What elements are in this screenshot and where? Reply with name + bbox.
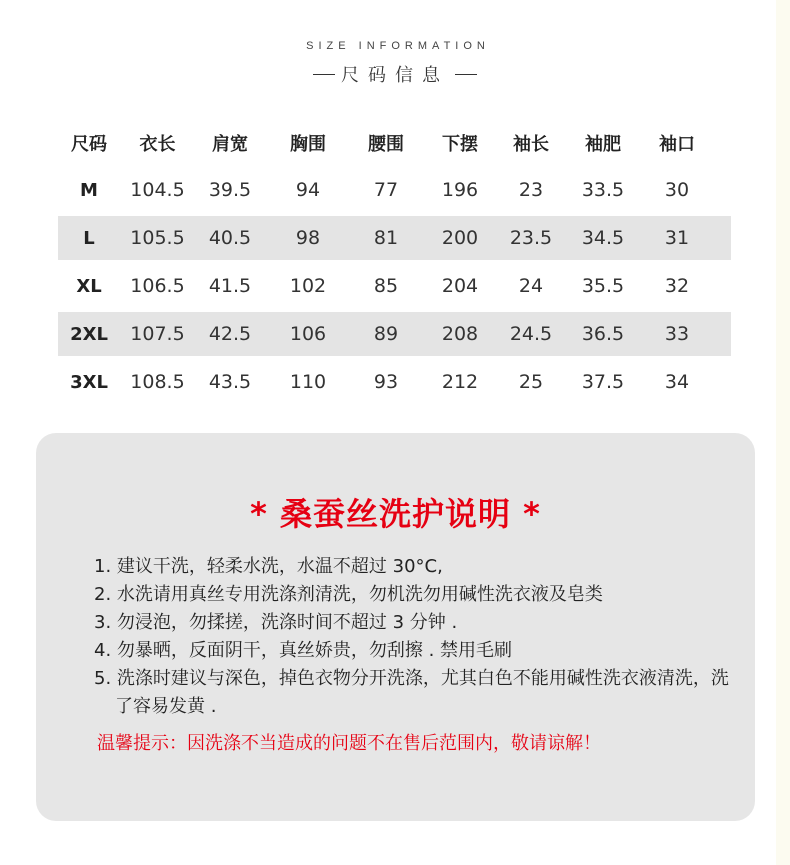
table-row	[58, 168, 731, 212]
table-cell: 98	[295, 227, 321, 249]
column-header: 胸围	[290, 134, 326, 155]
table-cell: 200	[441, 227, 479, 249]
table-cell: 104.5	[130, 179, 185, 201]
table-cell: 108.5	[130, 371, 185, 393]
table-cell: 23	[518, 179, 544, 201]
table-cell: 81	[373, 227, 399, 249]
column-header: 衣长	[139, 134, 176, 155]
care-item: 2. 水洗请用真丝专用洗涤剂清洗，勿机洗勿用碱性洗衣液及皂类	[94, 584, 603, 605]
table-cell: 40.5	[208, 227, 252, 249]
care-item: 4. 勿暴晒，反面阴干，真丝娇贵，勿刮擦 . 禁用毛刷	[94, 640, 513, 661]
table-cell: 37.5	[581, 371, 625, 393]
size-table	[58, 122, 731, 404]
table-cell: 33	[664, 323, 690, 345]
size-label: M	[80, 179, 98, 201]
table-cell: 196	[441, 179, 479, 201]
table-cell: 35.5	[581, 275, 625, 297]
care-warning-note: 温馨提示：因洗涤不当造成的问题不在售后范围内，敬请谅解！	[97, 733, 601, 754]
care-item: 5. 洗涤时建议与深色，掉色衣物分开洗涤，尤其白色不能用碱性洗衣液清洗，洗了容易发黄 .	[94, 668, 729, 717]
care-title: * 桑蚕丝洗护说明 *	[250, 495, 541, 533]
table-cell: 77	[373, 179, 399, 201]
size-label: XL	[76, 275, 102, 297]
table-cell: 43.5	[208, 371, 252, 393]
table-cell: 204	[441, 275, 479, 297]
table-cell: 36.5	[581, 323, 625, 345]
table-row	[58, 360, 731, 404]
column-header: 肩宽	[212, 134, 248, 155]
table-cell: 89	[373, 323, 399, 345]
table-row	[58, 216, 731, 260]
column-header: 袖肥	[585, 134, 621, 155]
size-label: 3XL	[70, 371, 108, 393]
care-list	[94, 553, 734, 721]
table-cell: 34	[664, 371, 690, 393]
header-subtitle: SIZE INFORMATION	[306, 40, 490, 52]
table-cell: 208	[441, 323, 479, 345]
table-row	[58, 264, 731, 308]
table-cell: 107.5	[130, 323, 185, 345]
table-cell: 32	[664, 275, 690, 297]
table-cell: 94	[295, 179, 321, 201]
table-row	[58, 312, 731, 356]
table-cell: 24	[518, 275, 544, 297]
right-edge-strip	[776, 0, 790, 865]
care-item: 1. 建议干洗，轻柔水洗，水温不超过 30°C,	[94, 556, 443, 577]
table-cell: 93	[373, 371, 399, 393]
column-header: 下摆	[442, 134, 478, 155]
table-cell: 31	[664, 227, 690, 249]
table-cell: 33.5	[581, 179, 625, 201]
header-title-row	[0, 61, 790, 87]
care-item: 3. 勿浸泡，勿揉搓，洗涤时间不超过 3 分钟 .	[94, 612, 458, 633]
table-cell: 85	[373, 275, 399, 297]
size-label: 2XL	[70, 323, 108, 345]
column-header: 袖口	[659, 134, 695, 155]
table-cell: 110	[289, 371, 327, 393]
title-dash-right	[455, 74, 477, 75]
column-header: 尺码	[71, 134, 107, 155]
size-label: L	[83, 227, 95, 249]
table-cell: 42.5	[208, 323, 252, 345]
table-cell: 23.5	[509, 227, 553, 249]
care-instructions-panel	[36, 433, 755, 821]
table-cell: 102	[289, 275, 327, 297]
table-cell: 105.5	[130, 227, 185, 249]
table-cell: 39.5	[208, 179, 252, 201]
table-cell: 25	[518, 371, 544, 393]
table-cell: 106.5	[130, 275, 185, 297]
table-cell: 24.5	[509, 323, 553, 345]
table-cell: 106	[289, 323, 327, 345]
column-header: 腰围	[368, 134, 404, 155]
table-cell: 34.5	[581, 227, 625, 249]
table-cell: 41.5	[208, 275, 252, 297]
table-header-row	[58, 122, 731, 164]
size-info-header	[0, 40, 790, 87]
table-cell: 30	[664, 179, 690, 201]
header-title: 尺码信息	[341, 65, 449, 86]
table-cell: 212	[441, 371, 479, 393]
title-dash-left	[313, 74, 335, 75]
column-header: 袖长	[513, 134, 549, 155]
